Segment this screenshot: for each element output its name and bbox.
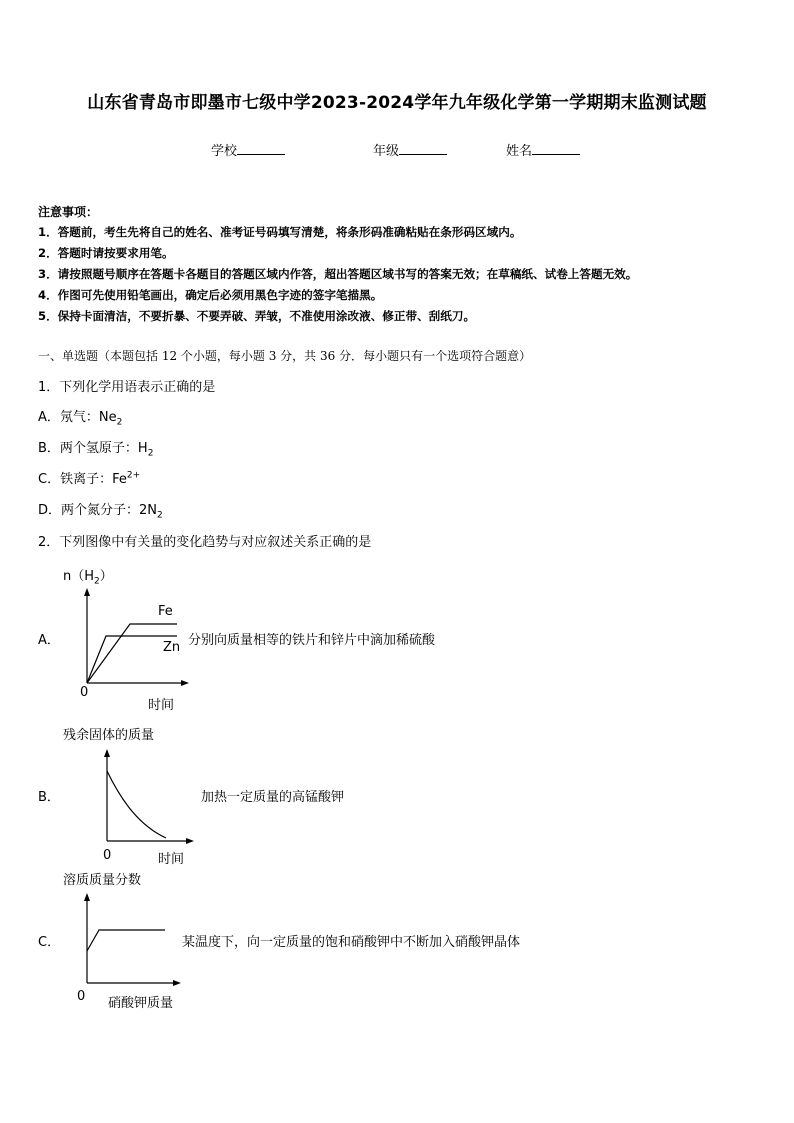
graph-b-desc: 加热一定质量的高锰酸钾	[201, 790, 345, 805]
graph-a-ylabel-text: n（H	[63, 569, 95, 584]
question-2-stem: 2．下列图像中有关量的变化趋势与对应叙述关系正确的是	[38, 535, 372, 550]
note-item: 5．保持卡面清洁，不要折暴、不要弄破、弄皱，不准使用涂改液、修正带、刮纸刀。	[38, 309, 476, 323]
graph-a-zn-label: Zn	[163, 640, 181, 655]
section-title: 一、单选题（本题包括 12 个小题，每小题 3 分，共 36 分．每小题只有一个选项符合题意）	[38, 349, 532, 363]
option-b-text: B．两个氢原子：H	[38, 441, 148, 456]
graph-a-xlabel: 时间	[148, 698, 175, 713]
option-c-text: C．铁离子：Fe	[38, 472, 127, 487]
graph-b-ylabel: 残余固体的质量	[63, 728, 155, 743]
graph-c-y-arrow	[84, 893, 90, 901]
q2-option-a-letter[interactable]: A．	[38, 633, 60, 648]
graph-a-origin: 0	[80, 685, 89, 700]
note-item: 1．答题前，考生先将自己的姓名、准考证号码填写清楚，将条形码准确粘贴在条形码区域内。	[38, 225, 522, 239]
graph-a-ylabel-sub: 2	[94, 576, 100, 587]
graph-c-line	[87, 930, 165, 951]
note-item: 3．请按照题号顺序在答题卡各题目的答题区域内作答，超出答题区域书写的答案无效；在草稿纸、试卷上答题无效。	[38, 267, 638, 281]
q2-option-c-letter[interactable]: C．	[38, 935, 61, 950]
graph-c-origin: 0	[77, 989, 86, 1004]
q2-option-b-letter[interactable]: B．	[38, 790, 60, 805]
graph-c-xlabel: 硝酸钾质量	[108, 996, 174, 1011]
option-a-text: A．氖气：Ne	[38, 410, 117, 425]
graph-a-fe-label: Fe	[158, 604, 173, 619]
graph-b-origin: 0	[103, 848, 112, 863]
page-title: 山东省青岛市即墨市七级中学2023-2024学年九年级化学第一学期期末监测试题	[87, 93, 707, 113]
grade-label: 年级	[373, 144, 400, 159]
name-label: 姓名	[506, 144, 533, 159]
graph-c-x-arrow	[173, 980, 181, 986]
option-a-sub: 2	[116, 417, 123, 428]
note-item: 4．作图可先使用铅笔画出，确定后必须用黑色字迹的签字笔描黑。	[38, 288, 383, 302]
option-d-sub: 2	[157, 510, 163, 521]
graph-c-desc: 某温度下，向一定质量的饱和硝酸钾中不断加入硝酸钾晶体	[182, 935, 521, 950]
question-1-stem: 1．下列化学用语表示正确的是	[38, 380, 216, 395]
graph-a-ylabel-close: ）	[99, 569, 113, 584]
option-c-sup: 2+	[126, 470, 141, 481]
school-label: 学校	[211, 144, 238, 159]
option-b-sub: 2	[147, 448, 154, 459]
graph-a-desc: 分别向质量相等的铁片和锌片中滴加稀硫酸	[188, 633, 436, 648]
note-item: 2．答题时请按要求用笔。	[38, 246, 174, 260]
option-d-text: D．两个氮分子：2N	[38, 503, 158, 518]
notes-heading: 注意事项：	[38, 205, 99, 219]
graph-b-xlabel: 时间	[158, 852, 185, 867]
graph-c-ylabel: 溶质质量分数	[63, 873, 142, 888]
